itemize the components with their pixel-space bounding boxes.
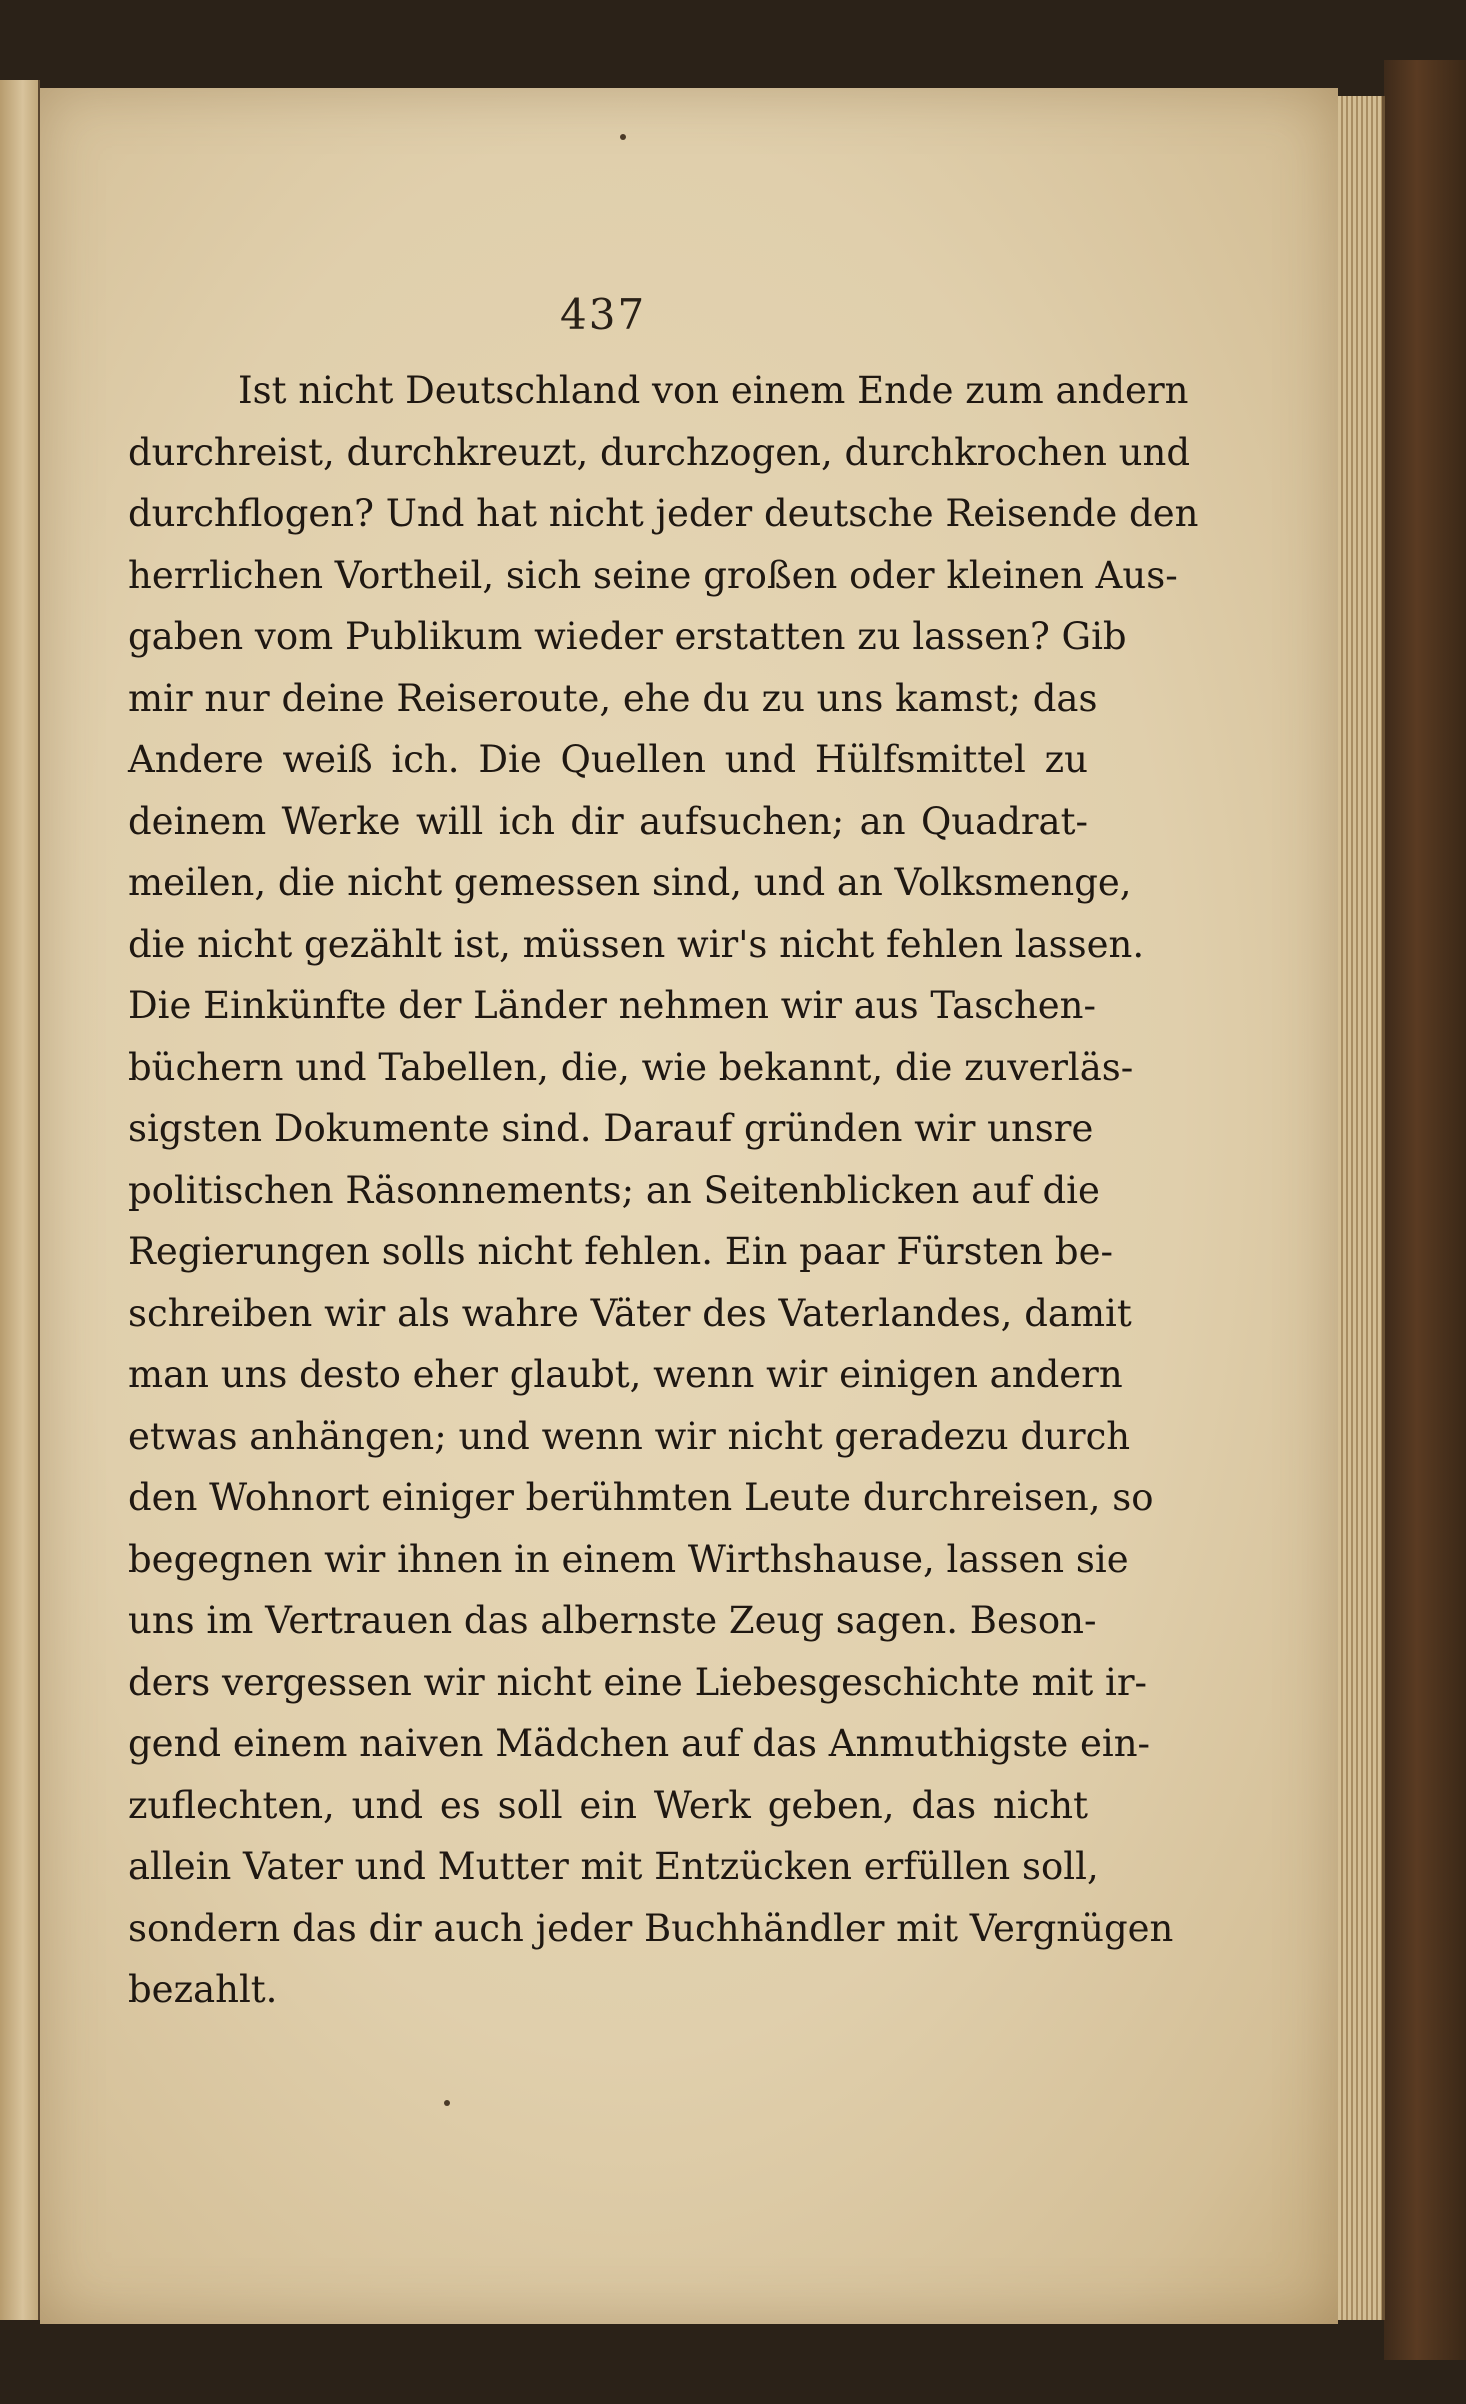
page-fore-edge (1338, 96, 1385, 2320)
paper-speck (620, 134, 626, 140)
text-line: allein Vater und Mutter mit Entzücken erfüllen soll, (128, 1845, 1099, 1888)
text-line: etwas anhängen; und wenn wir nicht geradezu durch (128, 1414, 1131, 1458)
text-line: mir nur deine Reiseroute, ehe du zu uns kamst; das (128, 676, 1098, 720)
body-text (128, 360, 1199, 2021)
text-line: zuflechten, und es soll ein Werk geben, das nicht (128, 1783, 1088, 1827)
book-cover (1384, 60, 1466, 2360)
text-line: ders vergessen wir nicht eine Liebesgeschichte mit ir- (128, 1660, 1148, 1704)
text-line: deinem Werke will ich dir aufsuchen; an Quadrat- (128, 799, 1088, 843)
text-line: durchreist, durchkreuzt, durchzogen, durchkrochen und (128, 430, 1190, 474)
text-line: den Wohnort einiger berühmten Leute durchreisen, so (128, 1476, 1154, 1519)
page-number: 437 (560, 290, 647, 339)
text-line: politischen Räsonnements; an Seitenblicken auf die (128, 1168, 1100, 1212)
text-line: gaben vom Publikum wieder erstatten zu lassen? Gib (128, 615, 1127, 658)
text-line: herrlichen Vortheil, sich seine großen oder kleinen Aus- (128, 553, 1178, 597)
text-line: gend einem naiven Mädchen auf das Anmuthigste ein- (128, 1722, 1151, 1765)
text-line: Die Einkünfte der Länder nehmen wir aus Taschen- (128, 984, 1096, 1027)
text-line: Andere weiß ich. Die Quellen und Hülfsmittel zu (128, 738, 1088, 781)
text-line: durchflogen? Und hat nicht jeder deutsche Reisende den (128, 492, 1199, 535)
text-line: büchern und Tabellen, die, wie bekannt, die zuverläs- (128, 1045, 1134, 1089)
text-line: sigsten Dokumente sind. Darauf gründen wir unsre (128, 1107, 1094, 1150)
paper-speck (444, 2100, 450, 2106)
text-line: man uns desto eher glaubt, wenn wir einigen andern (128, 1353, 1123, 1396)
text-line: begegnen wir ihnen in einem Wirthshause, lassen sie (128, 1537, 1129, 1581)
text-line: uns im Vertrauen das albernste Zeug sagen. Beson- (128, 1599, 1097, 1642)
text-line: schreiben wir als wahre Väter des Vaterlandes, damit (128, 1291, 1132, 1335)
text-line: sondern das dir auch jeder Buchhändler mit Vergnügen (128, 1906, 1174, 1950)
text-line: die nicht gezählt ist, müssen wir's nicht fehlen lassen. (128, 922, 1145, 966)
text-line: bezahlt. (128, 1968, 278, 2011)
text-line: meilen, die nicht gemessen sind, und an Volksmenge, (128, 861, 1132, 904)
text-line: Ist nicht Deutschland von einem Ende zum andern (238, 369, 1189, 412)
text-line: Regierungen solls nicht fehlen. Ein paar Fürsten be- (128, 1230, 1114, 1273)
facing-page-edge (0, 80, 40, 2320)
